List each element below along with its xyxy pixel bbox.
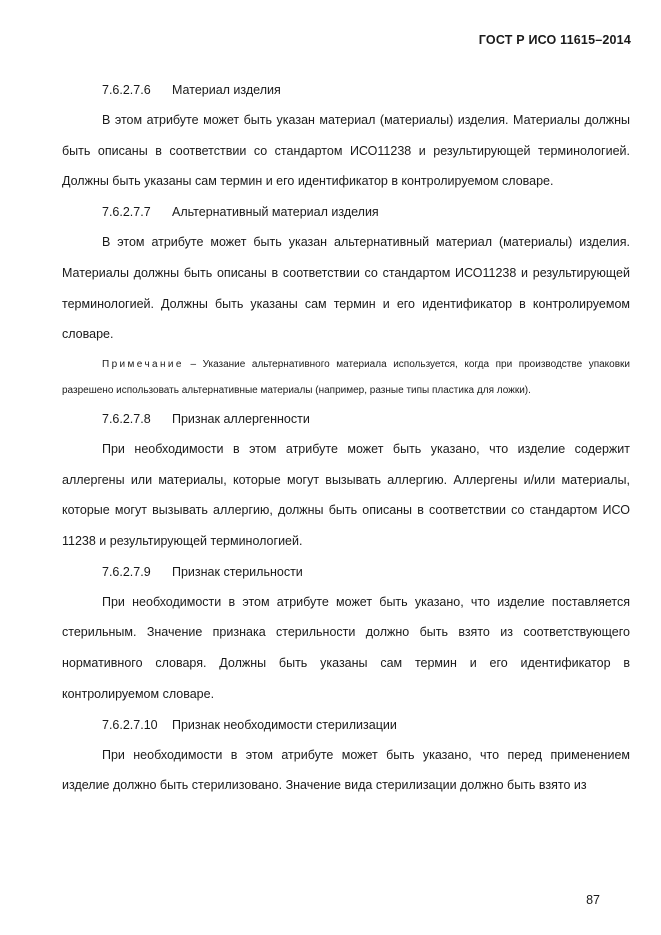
section-title: Признак аллергенности	[172, 411, 310, 426]
section-number: 7.6.2.7.8	[102, 411, 151, 426]
section-heading	[62, 75, 630, 105]
section-heading	[62, 710, 630, 740]
section-paragraph: При необходимости в этом атрибуте может быть указано, что изделие содержит аллергены или материалы, которые могут вызывать аллергию. Аллергены и/или материалы, которые могут вызывать аллергию, должны быть описаны в соответствии со стандартом ИСО 11238 и результирующей терминологией.	[62, 441, 630, 549]
document-header: ГОСТ Р ИСО 11615–2014	[478, 33, 631, 47]
section-number: 7.6.2.7.10	[102, 717, 158, 732]
document-body	[62, 75, 630, 801]
note-text: – Указание альтернативного материала используется, когда при производстве упаковки разрешено использовать альтернативные материалы (например, разные типы пластика для ложки).	[62, 358, 630, 396]
section-paragraph: При необходимости в этом атрибуте может быть указано, что изделие поставляется стерильным. Значение признака стерильности должно быть взято из соответствующего нормативного словаря. Должны быть указаны сам термин и его идентификатор в контролируемом словаре.	[62, 594, 630, 701]
section-paragraph: При необходимости в этом атрибуте может быть указано, что перед применением изделие должно быть стерилизовано. Значение вида стерилизации должно быть взято из	[62, 747, 630, 793]
section-number: 7.6.2.7.9	[102, 564, 151, 579]
section-number: 7.6.2.7.6	[102, 83, 151, 97]
section-title: Материал изделия	[172, 83, 281, 97]
section-title: Признак необходимости стерилизации	[172, 717, 397, 732]
note	[62, 352, 630, 404]
note-label: Примечание	[102, 358, 184, 370]
section-title: Признак стерильности	[172, 564, 303, 579]
section-paragraph: В этом атрибуте может быть указан альтернативный материал (материалы) изделия. Материалы должны быть описаны в соответствии со стандартом ИСО11238 и результирующей терминологией. Должны быть указаны сам термин и его идентификатор в контролируемом словаре.	[62, 235, 630, 342]
section-heading	[62, 404, 630, 434]
page-number: 87	[586, 893, 600, 907]
section-paragraph: В этом атрибуте может быть указан материал (материалы) изделия. Материалы должны быть описаны в соответствии со стандартом ИСО11238 и результирующей терминологией. Должны быть указаны сам термин и его идентификатор в контролируемом словаре.	[62, 113, 630, 189]
section-title: Альтернативный материал изделия	[172, 205, 379, 220]
section-heading	[62, 197, 630, 227]
section-number: 7.6.2.7.7	[102, 205, 151, 220]
section-heading	[62, 557, 630, 587]
